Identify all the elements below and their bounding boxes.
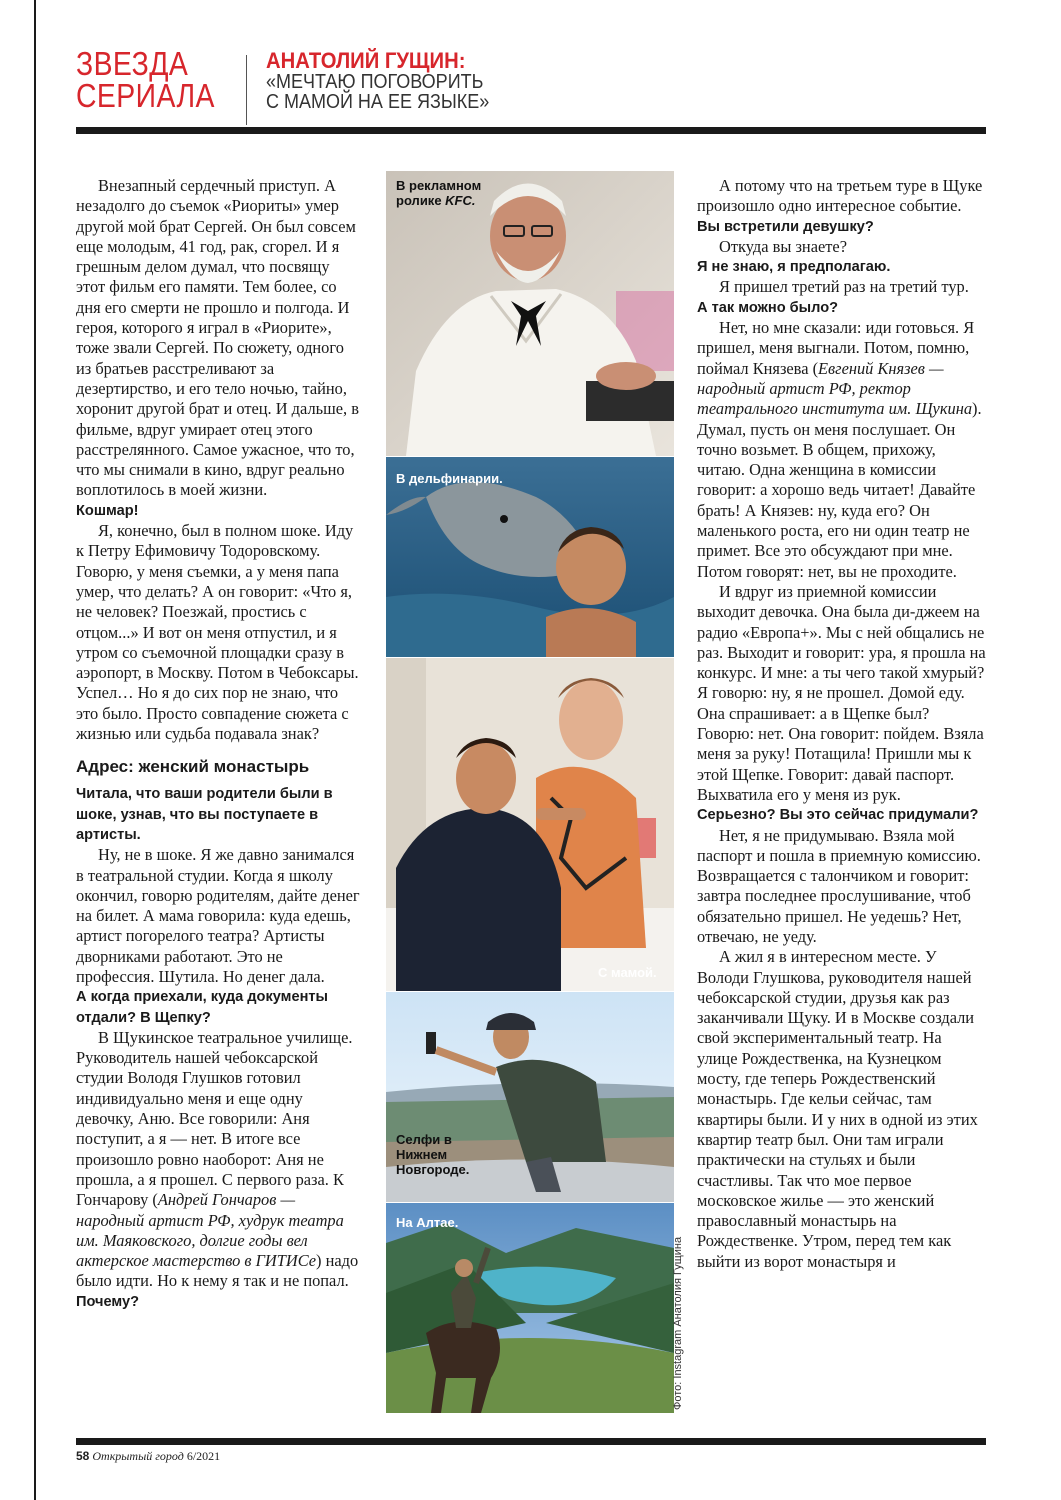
photo-kfc — [386, 171, 674, 456]
caption-line — [396, 193, 481, 208]
photo-altai-image — [386, 1203, 674, 1413]
footer-rule — [76, 1438, 986, 1445]
caption-text: ролике — [396, 193, 446, 208]
photo-selfie — [386, 992, 674, 1202]
photo-dolphin — [386, 457, 674, 657]
caption-line: Нижнем — [396, 1147, 448, 1162]
paragraph — [697, 318, 986, 582]
photo-kfc-caption — [396, 178, 481, 208]
paragraph: А потому что на третьем туре в Щуке произошло одно интересное событие. — [697, 176, 983, 216]
paragraph: Я пришел третий раз на третий тур. — [719, 277, 969, 297]
question: Почему? — [76, 1293, 140, 1310]
photo-dolphin-image — [386, 457, 674, 657]
article-title — [266, 50, 666, 112]
caption-line: В рекламном — [396, 178, 482, 193]
magazine-name: Открытый город — [92, 1449, 184, 1463]
question: Читала, что ваши родители были в шоке, узнав, что вы поступаете в артисты. — [76, 786, 333, 843]
issue-number: 6/2021 — [186, 1449, 221, 1463]
text-column-right — [697, 176, 986, 1272]
article-title-quote-1: «МЕЧТАЮ ПОГОВОРИТЬ — [266, 71, 484, 93]
editor-note: Евгений Князев — народный артист РФ, ректор театрального института им. Щукина — [697, 358, 973, 419]
photo-selfie-caption — [396, 1132, 469, 1177]
page-number: 58 — [76, 1449, 90, 1463]
paragraph: Ну, не в шоке. Я же давно занимался в театральной студии. Когда я школу окончил, говорю родителям, дайте денег на билет. А мама говорила: куда едешь, артист погорелого театра? Артисты дворниками работают. Это не профессия. Шутила. Но денег дала. — [76, 845, 360, 986]
paragraph-text: В Щукинское театральное училище. Руководитель нашей чебоксарской студии Володя Глушков готовил индивидуально меня и еще одну девочку, Аню. Все говорили: Аня поступит, а я — нет. В итоге все произошло ровно наоборот: Аня не прошла, а я прошел. С первого раза. К Гончарову ( — [76, 1027, 353, 1210]
photo-mom-image — [386, 658, 674, 991]
paragraph: Внезапный сердечный приступ. А незадолго до съемок «Риориты» умер другой мой брат Сергей. Он был совсем еще молодым, 41 год, рак, сгорел. И я грешным делом думал, что посвящу этот фильм его памяти. Тем более, со дня его смерти не прошло и полгода. И героя, которого я играл в «Риорите», тоже звали Сергей. По сюжету, одного из братьев расстреливают за дезертирство, и его тело ночью, тайно, хоронит другой брат и отец. И дальше, в фильме, вдруг умирает отец этого расстрелянного. Самое ужасное, что то, что мы снимали в кино, вдруг реально воплотилось в моей жизни. — [76, 176, 359, 500]
paragraph: Я, конечно, был в полном шоке. Иду к Петру Ефимовичу Тодоровскому. Говорю, у меня съемки, а у меня папа умер, что делать? А он говорит: «Что я, не человек? Поезжай, простись с отцом...» И вот он меня отпустил, и я утром со съемочной площадки сразу в аэропорт, в Москву. Потом в Чебоксары. Успел… Но я до сих пор не знаю, что это было. Просто совпадение сюжета с жизнью или судьба подавала знак? — [76, 521, 359, 744]
photo-kfc-image — [386, 171, 674, 456]
article-title-quote-2: С МАМОЙ НА ЕЕ ЯЗЫКЕ» — [266, 91, 490, 113]
rubric-line-2: СЕРИАЛА — [76, 77, 215, 114]
article-title-name: АНАТОЛИЙ ГУЩИН: — [266, 48, 466, 73]
paragraph: И вдруг из приемной комиссии выходит девочка. Она была ди-джеем на радио «Европа+». Мы с ней общались не раз. Выходит и говорит: ура, я прошла на конкурс. И мне: а ты чего такой хмурый? Я говорю: ну, я не прошел. Домой еду. Она спрашивает: а в Щепке был? Говорю: нет. Она говорит: пойдем. Взяла меня за руку! Потащила! Пришли мы к этой Щепке. Говорит: давай паспорт. Выхватила его у меня из рук. — [697, 581, 986, 804]
photo-dolphin-caption: В дельфинарии. — [396, 471, 503, 486]
question: Я не знаю, я предполагаю. — [697, 259, 891, 276]
caption-brand: KFC. — [445, 193, 476, 208]
paragraph-text: ) надо было идти. Но к нему я так и не попал. — [76, 1251, 359, 1291]
editor-note: Андрей Гончаров — народный артист РФ, худрук театра им. Маяковского, долгие годы вел актерское мастерство в ГИТИСе — [76, 1190, 344, 1271]
paragraph: Нет, я не придумываю. Взяла мой паспорт и пошла в приемную комиссию. Возвращается с талончиком и говорит: завтра последнее прослушивание, чтоб обязательно пришел. Не уедешь? Нет, отвечаю, не уеду. — [697, 825, 981, 946]
question: Вы встретили девушку? — [697, 218, 874, 235]
header-rule — [76, 127, 986, 134]
rubric-line-1: ЗВЕЗДА — [76, 45, 189, 82]
question: А так можно было? — [697, 299, 839, 316]
photo-mom — [386, 658, 674, 991]
question: Кошмар! — [76, 502, 139, 519]
paragraph: Откуда вы знаете? — [719, 236, 847, 256]
photo-credit: Фото: Instagram Анатолия Гущина — [672, 1236, 684, 1410]
question: Серьезно? Вы это сейчас придумали? — [697, 807, 979, 824]
text-column-left — [76, 176, 360, 1312]
paragraph-text: ). Думал, пусть он меня послушает. Он точно возьмет. В общем, прихожу, читаю. Одна женщина в комиссии говорит: а хорошо ведь читает! Давайте брать! А Князев: ну, куда его? Он маленького роста, его ни один театр не примет. Все это обсуждают при мне. Потом говорят: нет, вы не проходите. — [697, 399, 982, 581]
page-footer — [76, 1449, 220, 1464]
paragraph-text: Нет, но мне сказали: иди готовься. Я пришел, меня выгнали. Потом, помню, поймал Князева ( — [697, 318, 975, 378]
caption-line: Новгороде. — [396, 1162, 470, 1177]
paragraph — [76, 1028, 360, 1292]
subheading: Адрес: женский монастырь — [76, 757, 310, 777]
photo-altai-caption: На Алтае. — [396, 1215, 459, 1230]
question: А когда приехали, куда документы отдали? В Щепку? — [76, 989, 329, 1026]
paragraph: А жил я в интересном месте. У Володи Глушкова, руководителя нашей чебоксарской студии, друзья как раз заканчивали Щуку. И в Москве создали свой экспериментальный театр. На улице Рождественка, на Кузнецком мосту, где теперь Рождественский монастырь. Где кельи сейчас, там квартиры были. И у них в одной из этих квартир театр был. Они там играли практически на стульях и были счастливы. Так что мое первое московское жилье — это женский православный монастырь на Рождественке. Утром, перед тем как выйти из ворот монастыря и — [697, 947, 978, 1271]
photo-mom-caption: С мамой. — [598, 965, 657, 980]
page-edge-line — [34, 0, 36, 1500]
header-divider — [246, 55, 247, 125]
caption-line: Селфи в — [396, 1132, 452, 1147]
photo-altai — [386, 1203, 674, 1413]
rubric — [76, 45, 237, 114]
